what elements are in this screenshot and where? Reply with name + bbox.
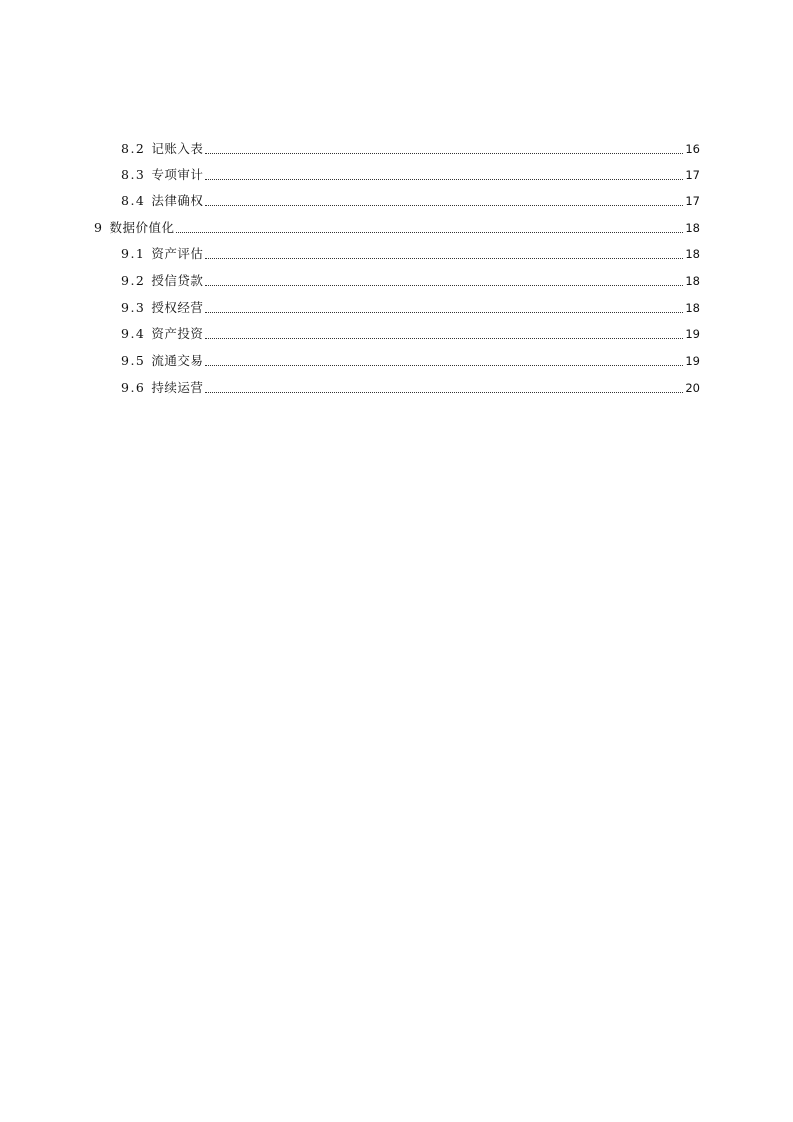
toc-entry-page: 17 [685, 168, 700, 182]
toc-dot-leader [176, 232, 683, 233]
toc-entry-page: 18 [685, 301, 700, 315]
toc-dot-leader [205, 153, 683, 154]
toc-entry-number: 9.4 [121, 326, 146, 341]
toc-dot-leader [205, 392, 683, 393]
toc-entry-number: 9.2 [121, 273, 146, 288]
toc-entry[interactable] [121, 245, 700, 263]
toc-entry-number: 9.3 [121, 300, 146, 315]
toc-entry-number: 8.4 [121, 193, 146, 208]
toc-entry[interactable] [121, 140, 700, 158]
toc-entry-title: 持续运营 [151, 380, 204, 395]
toc-entry[interactable] [121, 299, 700, 317]
toc-entry-number: 9.5 [121, 353, 146, 368]
toc-dot-leader [205, 312, 683, 313]
toc-entry-page: 19 [685, 327, 700, 341]
toc-entry-title: 资产评估 [151, 246, 204, 261]
toc-entry-title: 授信贷款 [151, 273, 204, 288]
toc-entry-number: 9.6 [121, 380, 146, 395]
toc-entry[interactable] [121, 379, 700, 397]
toc-dot-leader [205, 285, 683, 286]
toc-entry[interactable] [121, 166, 700, 184]
toc-dot-leader [205, 338, 683, 339]
toc-entry-page: 18 [685, 221, 700, 235]
toc-entry-page: 18 [685, 247, 700, 261]
toc-entry-title: 法律确权 [151, 193, 204, 208]
toc-entry-title: 资产投资 [151, 326, 204, 341]
toc-entry-number: 8.2 [121, 141, 146, 156]
toc-entry-title: 数据价值化 [109, 220, 175, 235]
toc-dot-leader [205, 258, 683, 259]
toc-entry-number: 9.1 [121, 246, 146, 261]
toc-entry-page: 19 [685, 354, 700, 368]
toc-entry[interactable] [121, 272, 700, 290]
toc-entry-title: 专项审计 [151, 167, 204, 182]
toc-entry[interactable] [121, 325, 700, 343]
toc-entry-title: 流通交易 [151, 353, 204, 368]
toc-entry-title: 记账入表 [151, 141, 204, 156]
toc-entry-page: 18 [685, 274, 700, 288]
toc-dot-leader [205, 365, 683, 366]
toc-entry[interactable] [121, 352, 700, 370]
toc-dot-leader [205, 179, 683, 180]
toc-dot-leader [205, 205, 683, 206]
toc-entry[interactable] [121, 192, 700, 210]
toc-entry-page: 16 [685, 142, 700, 156]
toc-entry-page: 17 [685, 194, 700, 208]
toc-entry[interactable] [94, 219, 700, 237]
toc-entry-page: 20 [685, 381, 700, 395]
toc-entry-title: 授权经营 [151, 300, 204, 315]
toc-entry-number: 8.3 [121, 167, 146, 182]
toc-entry-number: 9 [94, 220, 104, 235]
